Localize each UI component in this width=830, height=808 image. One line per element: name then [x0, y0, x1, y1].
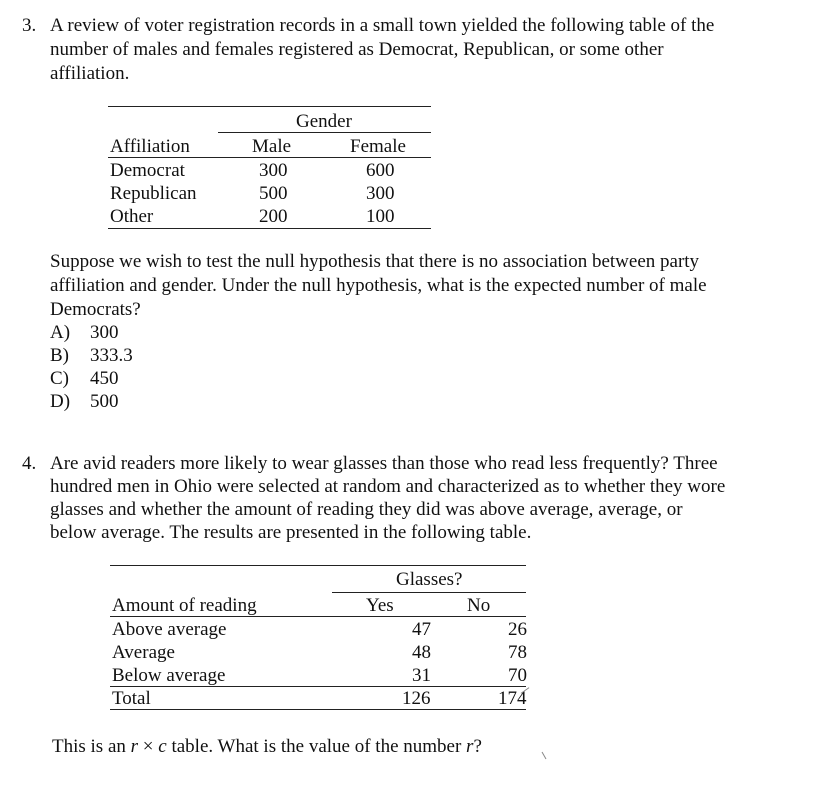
table-cell: 31	[412, 665, 431, 686]
choice-text: 500	[90, 391, 119, 412]
table-cell: 126	[402, 688, 431, 709]
table-cell: 600	[366, 160, 395, 181]
table-cell: 78	[508, 642, 527, 663]
prompt-text: ?	[473, 736, 482, 757]
question-stem-line: number of males and females registered as Democrat, Republican, or some other	[50, 39, 664, 60]
row-label: Average	[112, 642, 175, 663]
table-cell: 300	[259, 160, 288, 181]
table-cell: 300	[366, 183, 395, 204]
table-column-header: Female	[350, 136, 406, 157]
question-prompt-line: Suppose we wish to test the null hypothesis that there is no association between party	[50, 251, 700, 272]
group-header-rule	[332, 592, 526, 593]
question-stem-line: below average. The results are presented in the following table.	[50, 522, 532, 543]
choice-letter: D)	[50, 391, 71, 412]
table-group-header: Gender	[296, 111, 352, 132]
table-top-rule	[110, 565, 526, 566]
question-prompt	[52, 735, 482, 759]
table-cell: 100	[366, 206, 395, 227]
choice-letter: B)	[50, 345, 69, 366]
variable-r: r	[130, 736, 139, 757]
table-bottom-rule	[110, 709, 526, 710]
question-number: 3.	[22, 15, 37, 36]
choice-letter: C)	[50, 368, 69, 389]
row-label: Republican	[110, 183, 197, 204]
table-column-header: Yes	[366, 595, 394, 616]
question-number: 4.	[22, 453, 37, 474]
table-top-rule	[108, 106, 431, 107]
row-label: Below average	[112, 665, 226, 686]
prompt-text: This is an	[52, 736, 131, 757]
question-prompt-line: Democrats?	[50, 299, 141, 320]
table-cell: 174	[498, 688, 527, 709]
choice-text: 300	[90, 322, 119, 343]
table-column-header: No	[467, 595, 491, 616]
variable-r: r	[466, 736, 474, 757]
table-cell: 47	[412, 619, 431, 640]
question-stem-line: glasses and whether the amount of reading they did was above average, average, or	[50, 499, 683, 520]
table-row-header: Affiliation	[110, 136, 190, 157]
question-stem-line: hundred men in Ohio were selected at random and characterized as to whether they wore	[50, 476, 726, 497]
row-label: Democrat	[110, 160, 185, 181]
variable-c: c	[158, 736, 167, 757]
question-stem-line: A review of voter registration records in a small town yielded the following table of the	[50, 15, 715, 36]
row-label: Above average	[112, 619, 227, 640]
header-bottom-rule	[108, 157, 431, 158]
header-bottom-rule	[110, 616, 526, 617]
total-label: Total	[112, 688, 151, 709]
table-cell: 26	[508, 619, 527, 640]
prompt-text: table. What is the value of the number	[166, 736, 467, 757]
table-bottom-rule	[108, 228, 431, 229]
table-cell: 200	[259, 206, 288, 227]
question-stem-line: affiliation.	[50, 63, 130, 84]
total-top-rule	[110, 686, 526, 687]
table-cell: 70	[508, 665, 527, 686]
group-header-rule	[218, 132, 431, 133]
choice-text: 450	[90, 368, 119, 389]
table-cell: 500	[259, 183, 288, 204]
table-cell: 48	[412, 642, 431, 663]
table-column-header: Male	[252, 136, 292, 157]
table-row-header: Amount of reading	[112, 595, 257, 616]
choice-text: 333.3	[90, 345, 133, 366]
row-label: Other	[110, 206, 154, 227]
table-group-header: Glasses?	[396, 569, 463, 590]
question-stem-line: Are avid readers more likely to wear glasses than those who read less frequently? Three	[50, 453, 718, 474]
choice-letter: A)	[50, 322, 71, 343]
times-symbol: ×	[138, 736, 159, 757]
question-prompt-line: affiliation and gender. Under the null hypothesis, what is the expected number of male	[50, 275, 707, 296]
scan-mark	[542, 752, 547, 759]
